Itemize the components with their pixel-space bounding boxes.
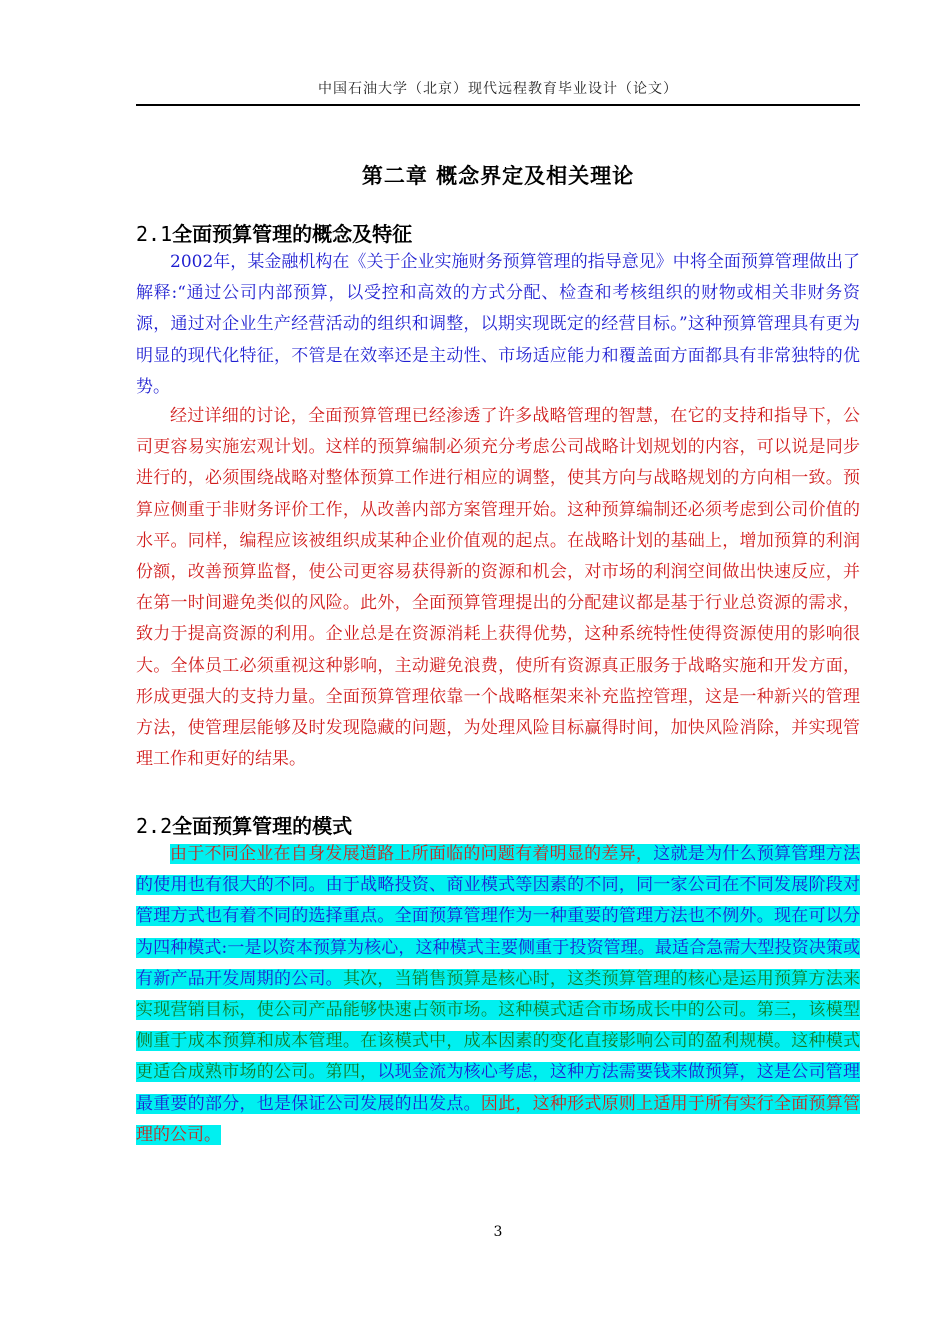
header-rule (136, 104, 860, 106)
running-header: 中国石油大学（北京）现代远程教育毕业设计（论文） (318, 81, 678, 97)
highlighted-text-segment: 其次，当销售预算是核心时，这类预算管理的核心是运用预算方法来实现营销目标，使公司产品能够快速占领市场。这种模式适合市场成长中的公司。第三，该模型侧重于成本预算和成本管理。在该模式中，成本因素的变化直接影响公司的盈利规模。这种模式更适合成熟市场的公司。第四， (136, 968, 861, 1083)
highlighted-text-segment: 由于不同企业在自身发展道路上所面临的问题有着明显的差异， (170, 844, 654, 864)
paragraph-strategy: 经过详细的讨论，全面预算管理已经渗透了许多战略管理的智慧，在它的支持和指导下，公司更容易实施宏观计划。这样的预算编制必须充分考虑公司战略计划规划的内容，可以说是同步进行的，必须围绕战略对整体预算工作进行相应的调整，使其方向与战略规划的方向相一致。预算应侧重于非财务评价工作，从改善内部方案管理开始。这种预算编制还必须考虑到公司价值的水平。同样，编程应该被组织成某种企业价值观的起点。在战略计划的基础上，增加预算的利润份额，改善预算监督，使公司更容易获得新的资源和机会，对市场的利润空间做出快速反应，并在第一时间避免类似的风险。此外，全面预算管理提出的分配建议都是基于行业总资源的需求，致力于提高资源的利用。企业总是在资源消耗上获得优势，这种系统特性使得资源使用的影响很大。全体员工必须重视这种影响，主动避免浪费，使所有资源真正服务于战略实施和开发方面，形成更强大的支持力量。全面预算管理依靠一个战略框架来补充监控管理，这是一种新兴的管理方法，使管理层能够及时发现隐藏的问题，为处理风险目标赢得时间，加快风险消除，并实现管理工作和更好的结果。 (136, 406, 860, 770)
section-heading-2-1 (136, 218, 412, 247)
page-number: 3 (493, 1224, 503, 1240)
paragraph-models (136, 839, 860, 1151)
paragraph-definition: 2002年，某金融机构在《关于企业实施财务预算管理的指导意见》中将全面预算管理做出了解释:“通过公司内部预算，以受控和高效的方式分配、检查和考核组织的财物或相关非财务资源，通过对企业生产经营活动的组织和调整，以期实现既定的经营目标。”这种预算管理具有更为明显的现代化特征，不管是在效率还是主动性、市场适应能力和覆盖面方面都具有非常独特的优势。 (136, 252, 860, 397)
highlighted-text-segment: 因此，这种形式原则上适用于所有实行全面预算管理的公司。 (136, 1093, 861, 1145)
section-title: 全面预算管理的模式 (172, 814, 353, 838)
section-heading-2-2 (136, 810, 352, 839)
section-number: 2.2 (136, 814, 173, 838)
chapter-title: 第二章 概念界定及相关理论 (361, 163, 635, 188)
section-title: 全面预算管理的概念及特征 (172, 222, 413, 246)
highlighted-text-segment: 这就是为什么预算管理方法的使用也有很大的不同。由于战略投资、商业模式等因素的不同，同一家公司在不同发展阶段对管理方式也有着不同的选择重点。全面预算管理作为一种重要的管理方法也不例外。现在可以分为四种模式:一是以资本预算为核心，这种模式主要侧重于投资管理。最适合急需大型投资决策或有新产品开发周期的公司。 (136, 844, 861, 989)
highlighted-text-segment: 以现金流为核心考虑，这种方法需要钱来做预算，这是公司管理最重要的部分，也是保证公司发展的出发点。 (136, 1062, 861, 1114)
section-number: 2.1 (136, 222, 173, 246)
